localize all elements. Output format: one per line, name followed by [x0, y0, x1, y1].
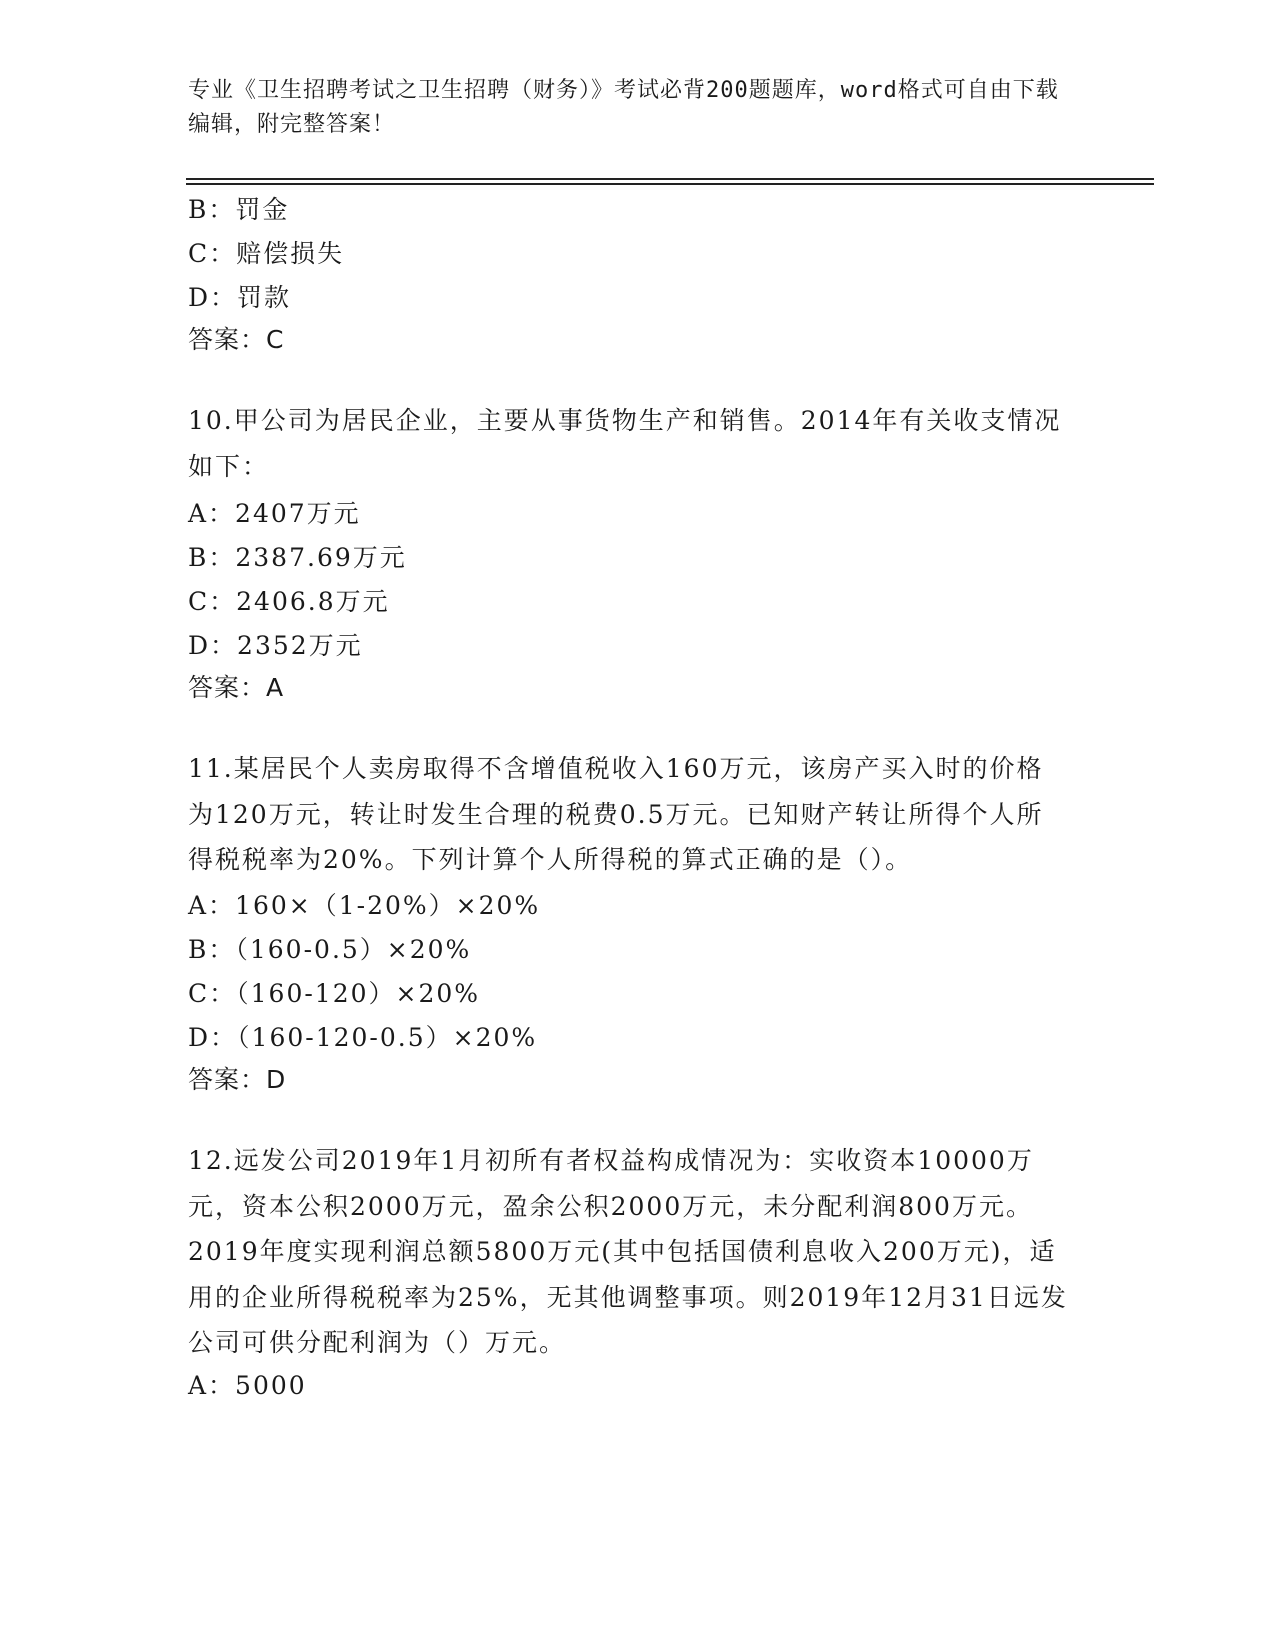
q11-answer: 答案：D [188, 1065, 287, 1094]
q9-option-c: C：赔偿损失 [188, 239, 345, 268]
q10-option-c: C：2406.8万元 [188, 587, 390, 616]
q11-option-a: A：160×（1-20%）×20% [188, 891, 541, 920]
q12-question: 12.远发公司2019年1月初所有者权益构成情况为：实收资本10000万元，资本公积2000万元，盈余公积2000万元，未分配利润800万元。2019年度实现利润总额5800万元(其中包括国债利息收入200万元)，适用的企业所得税税率为25%，无其他调整事项。则2019年12月31日远发公司可供分配利润为（）万元。 [188, 1146, 1068, 1357]
q12-option-a: A：5000 [188, 1371, 307, 1400]
q10-option-d: D：2352万元 [188, 631, 363, 660]
q10-answer: 答案：A [188, 673, 285, 702]
q11-option-d: D：（160-120-0.5）×20% [188, 1023, 538, 1052]
document-header: 专业《卫生招聘考试之卫生招聘（财务）》考试必背200题题库，word格式可自由下载编辑，附完整答案！ [188, 78, 1059, 137]
q10-question: 10.甲公司为居民企业，主要从事货物生产和销售。2014年有关收支情况如下： [188, 406, 1062, 481]
q11-option-c: C：（160-120）×20% [188, 979, 481, 1008]
q11-question: 11.某居民个人卖房取得不含增值税收入160万元，该房产买入时的价格为120万元，转让时发生合理的税费0.5万元。已知财产转让所得个人所得税税率为20%。下列计算个人所得税的算式正确的是（）。 [188, 754, 1044, 874]
q10-option-a: A：2407万元 [188, 499, 361, 528]
q10-option-b: B：2387.69万元 [188, 543, 407, 572]
q11-option-b: B：（160-0.5）×20% [188, 935, 472, 964]
header-rule-top [186, 178, 1154, 180]
q9-option-d: D：罚款 [188, 283, 292, 312]
q9-option-b: B：罚金 [188, 195, 290, 224]
header-rule-bottom [186, 183, 1154, 185]
q9-answer: 答案：C [188, 325, 285, 354]
